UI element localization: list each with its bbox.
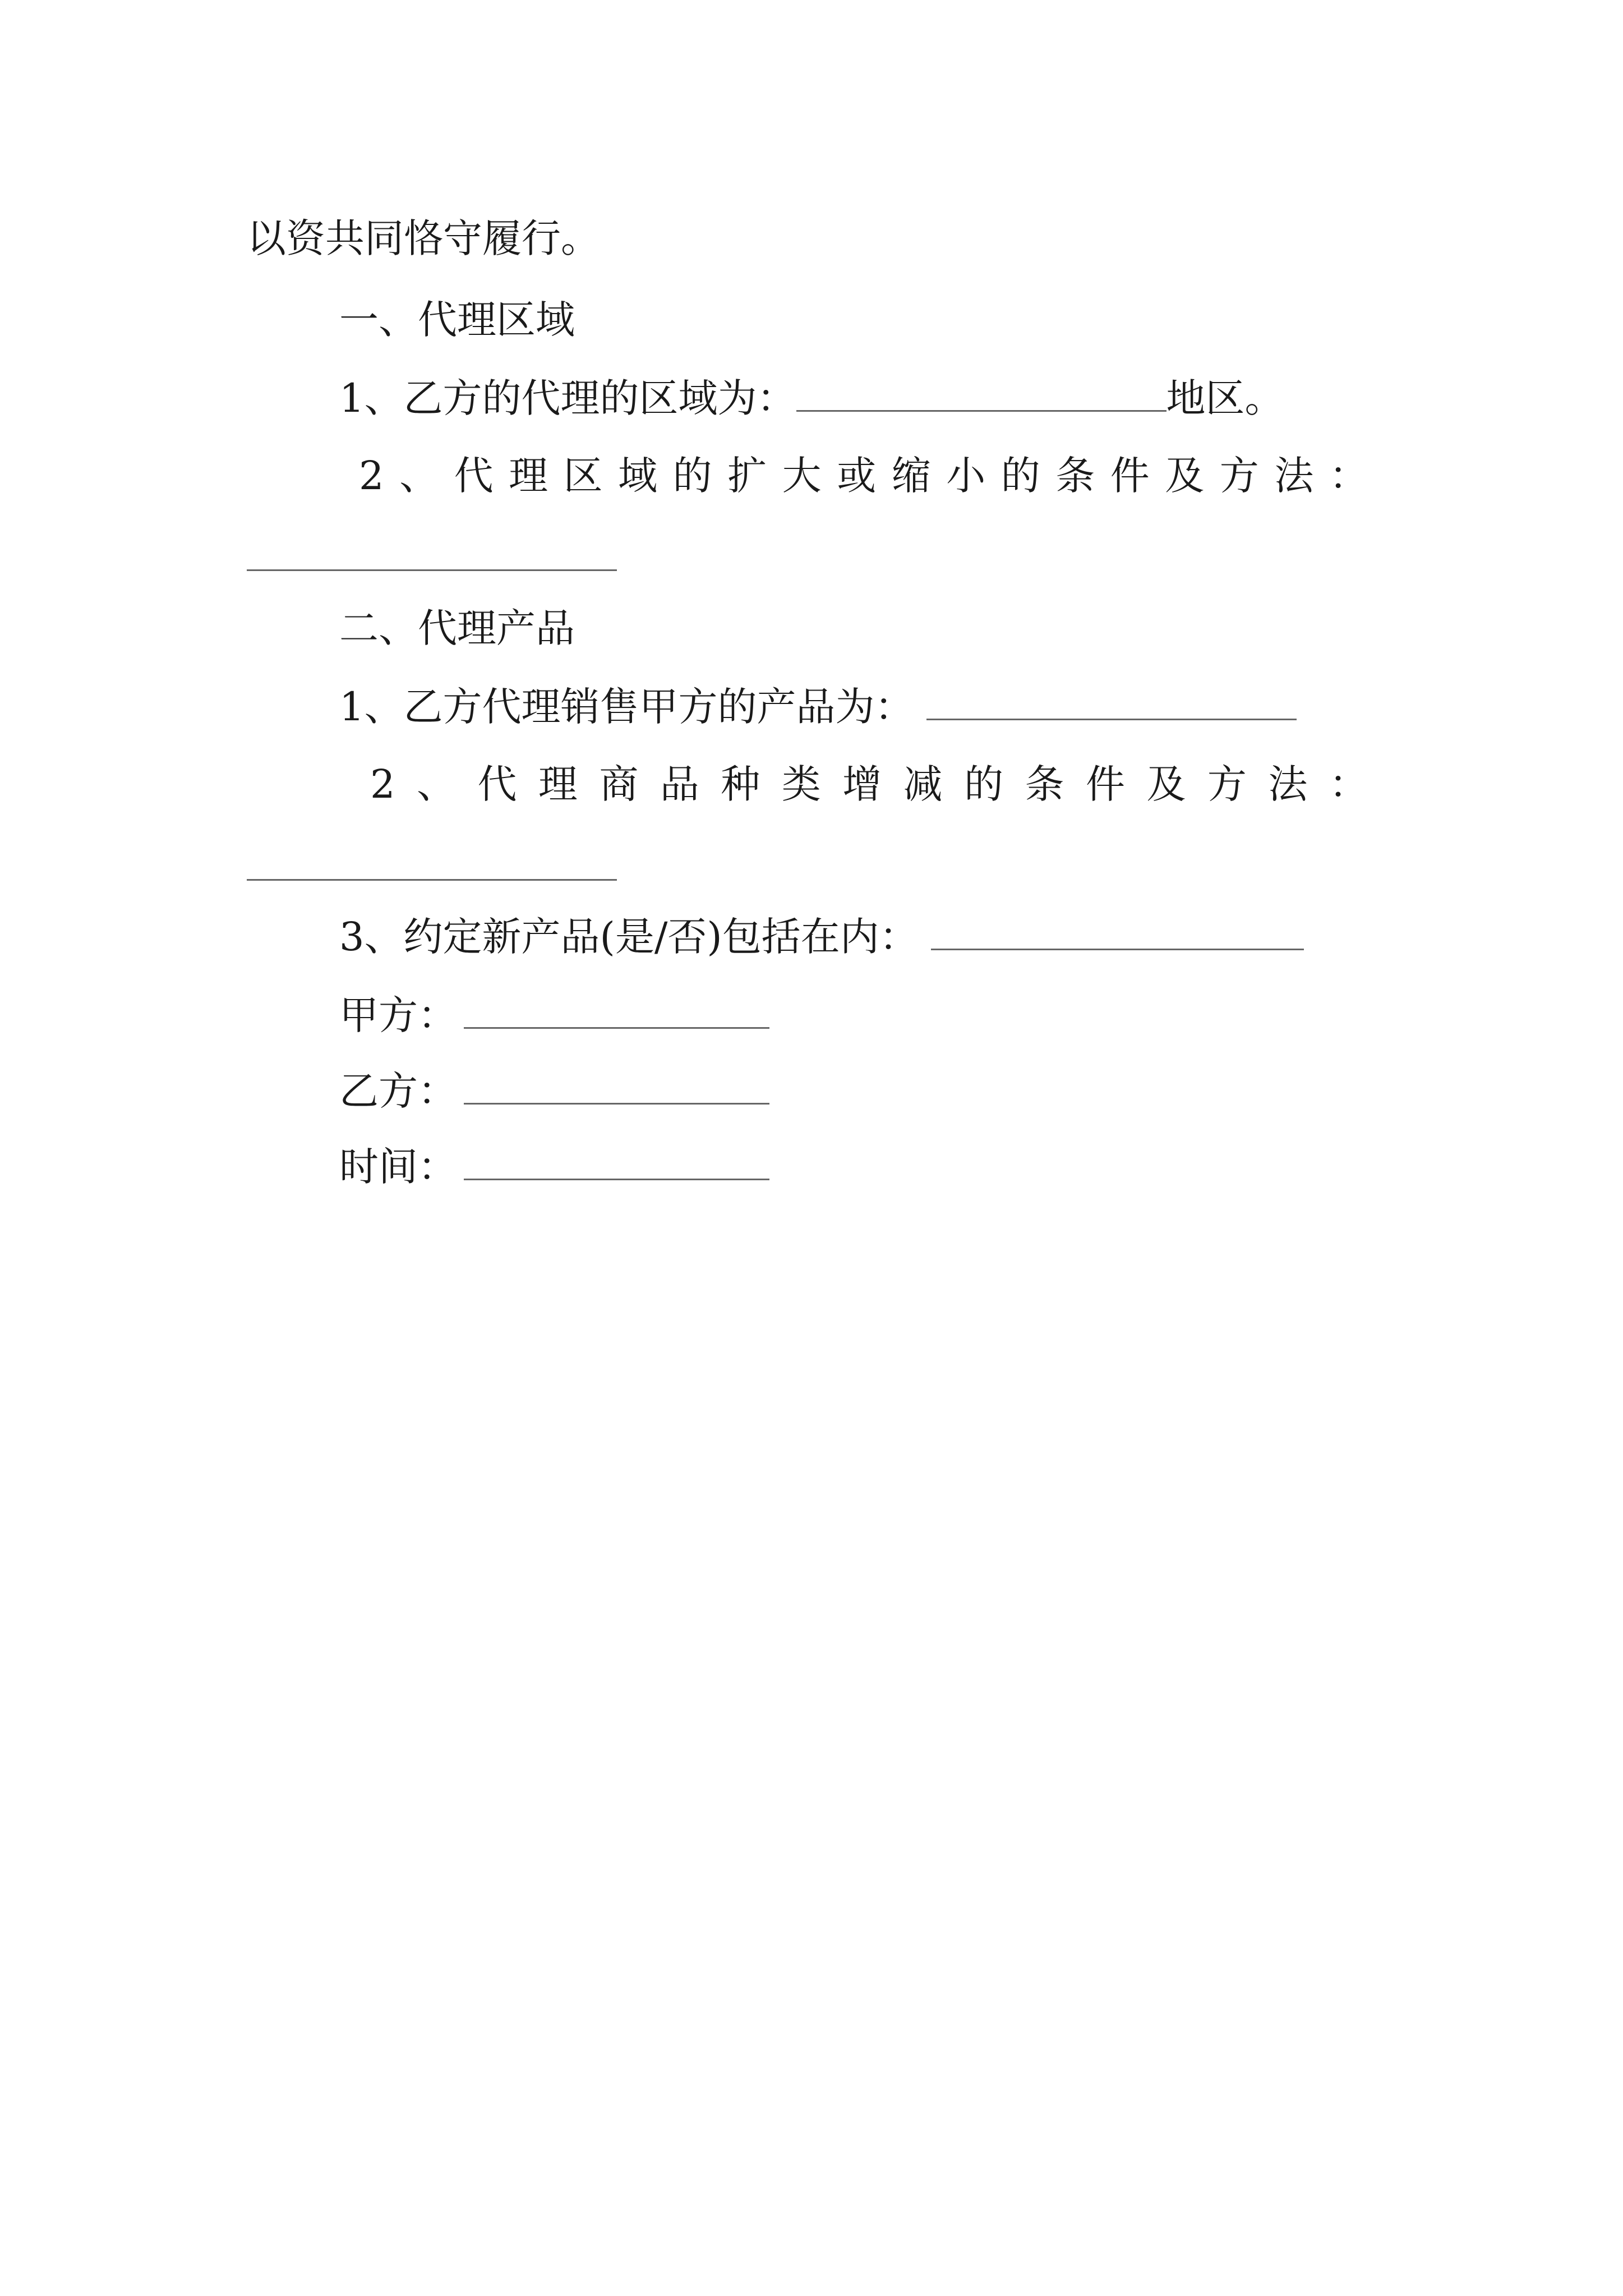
section-2-item-2-char: 品	[660, 761, 699, 807]
section-1-item-2-char: 及	[1165, 453, 1205, 499]
intro-tail-text: 以资共同恪守履行。	[247, 215, 600, 261]
party-b-label: 乙方：	[339, 1068, 457, 1114]
section-1-item-1-suffix: 地区。	[1166, 375, 1284, 421]
section-2-item-2-char: 的	[964, 761, 1004, 807]
section-2-item-2-char: 代	[477, 761, 517, 807]
section-1-item-1-prefix: 1、乙方的代理的区域为：	[339, 375, 796, 421]
section-2-item-2	[370, 759, 1368, 809]
section-1-item-2-char: 扩	[727, 453, 767, 499]
section-1-item-2-char: 方	[1219, 453, 1259, 499]
section-1-item-2	[359, 450, 1368, 501]
section-1-item-2-char: 理	[509, 453, 548, 499]
section-2-item-2-char: ：	[1329, 761, 1368, 807]
section-1-item-2-char: 、	[399, 453, 439, 499]
party-b-blank-field[interactable]	[464, 1068, 769, 1105]
section-1-item-1	[339, 373, 1284, 424]
product-change-blank-field[interactable]	[247, 879, 617, 881]
section-2-item-1	[339, 682, 1297, 732]
section-2-item-3	[339, 912, 1304, 962]
party-a-blank-field[interactable]	[464, 992, 769, 1029]
section-2-heading: 二、代理产品	[339, 605, 575, 651]
section-1-item-2-char: 件	[1110, 453, 1150, 499]
section-1-item-2-char: 法	[1274, 453, 1314, 499]
section-2-item-2-char: 类	[781, 761, 821, 807]
section-1-item-2-char: 小	[946, 453, 986, 499]
section-2-item-2-char: 增	[842, 761, 882, 807]
section-1-item-2-char: 区	[563, 453, 603, 499]
section-2-item-2-char: 2	[370, 761, 395, 807]
party-b-line	[339, 1066, 769, 1116]
section-1-item-2-char: ：	[1329, 453, 1368, 499]
section-1-heading: 一、代理区域	[339, 297, 575, 343]
date-label: 时间：	[339, 1144, 457, 1190]
date-blank-field[interactable]	[464, 1144, 769, 1180]
section-1-item-2-char: 2	[359, 453, 384, 499]
section-2-item-3-prefix: 3、约定新产品(是/否)包括在内：	[339, 914, 919, 960]
section-2-item-2-char: 法	[1268, 761, 1308, 807]
section-1-item-2-char: 大	[782, 453, 822, 499]
section-2-item-2-char: 、	[417, 761, 456, 807]
section-1-item-2-char: 或	[837, 453, 877, 499]
section-2-item-2-char: 种	[721, 761, 760, 807]
section-2-item-2-char: 理	[538, 761, 578, 807]
new-product-blank-field[interactable]	[931, 914, 1304, 950]
section-1-item-2-char: 域	[618, 453, 658, 499]
section-2-item-2-char: 及	[1146, 761, 1186, 807]
section-2-item-2-char: 商	[599, 761, 639, 807]
section-2-item-2-char: 条	[1025, 761, 1064, 807]
section-1-item-2-char: 的	[672, 453, 712, 499]
section-1-item-2-char: 缩	[891, 453, 931, 499]
product-blank-field[interactable]	[926, 684, 1297, 720]
date-line	[339, 1142, 769, 1192]
section-1-item-2-char: 代	[454, 453, 494, 499]
section-2-item-1-prefix: 1、乙方代理销售甲方的产品为：	[339, 684, 914, 730]
section-2-item-2-char: 减	[903, 761, 943, 807]
region-change-blank-field[interactable]	[247, 569, 617, 571]
section-1-item-2-char: 的	[1000, 453, 1040, 499]
section-2-item-2-char: 方	[1207, 761, 1247, 807]
section-1-item-2-char: 条	[1055, 453, 1095, 499]
region-blank-field[interactable]	[796, 375, 1166, 412]
section-2-item-2-char: 件	[1085, 761, 1125, 807]
party-a-line	[339, 990, 769, 1041]
party-a-label: 甲方：	[339, 992, 457, 1038]
